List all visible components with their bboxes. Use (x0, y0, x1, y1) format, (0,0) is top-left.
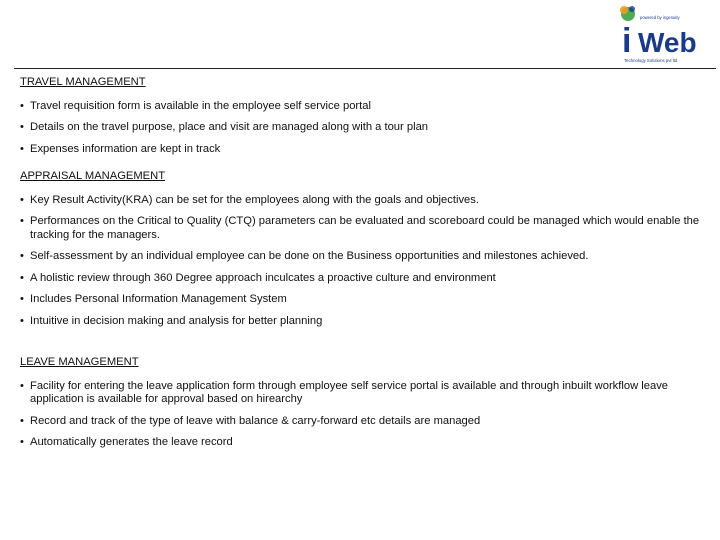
bullet: • (20, 121, 24, 133)
bullet: • (20, 271, 24, 284)
list-item: • Record and track of the type of leave with balance & carry-forward etc details are managed (20, 414, 481, 427)
bullet: • (20, 293, 24, 305)
bullet: • (20, 142, 24, 155)
list-item: • Key Result Activity(KRA) can be set for the employees along with the goals and objectives. (20, 193, 479, 206)
logo-brand-i: i (622, 22, 632, 60)
bullet: • (20, 215, 24, 227)
list-item: • A holistic review through 360 Degree approach inculcates a proactive culture and environment (20, 271, 496, 284)
section-travel-management (20, 76, 706, 156)
list-item: • Includes Personal Information Management System (20, 293, 287, 305)
list-item: • Performances on the Critical to Quality (CTQ) parameters can be evaluated and scoreboard could be managed which would enable the tracking for the managers. (20, 215, 700, 241)
document-body (20, 76, 706, 464)
header-divider (14, 68, 716, 69)
list-item: • Expenses information are kept in track (20, 142, 221, 155)
bullet: • (20, 379, 24, 392)
section-leave-management (20, 356, 706, 450)
bullet: • (20, 436, 24, 448)
bullet: • (20, 193, 24, 206)
bullet: • (20, 250, 24, 262)
list-item: • Self-assessment by an individual employee can be done on the Business opportunities and milestones achieved. (20, 250, 589, 262)
section-appraisal-management (20, 170, 706, 328)
bullet: • (20, 99, 24, 112)
list-item: • Travel requisition form is available in the employee self service portal (20, 99, 371, 112)
section-heading: APPRAISAL MANAGEMENT (20, 170, 166, 182)
globe-icon (620, 6, 635, 21)
logo-tagline-bottom: Technology Solutions pvt ltd (624, 58, 678, 63)
list-item: • Automatically generates the leave record (20, 436, 233, 448)
list-item: • Facility for entering the leave application form through employee self service portal is available and through inbuilt workflow leave application is available for approval based on hirearchy (20, 379, 669, 405)
iweb-logo (618, 4, 718, 66)
logo-tagline-top: powered by ingenuity (640, 15, 680, 20)
logo-brand-web: Web (638, 27, 697, 58)
bullet: • (20, 314, 24, 327)
section-heading: LEAVE MANAGEMENT (20, 356, 139, 368)
section-heading: TRAVEL MANAGEMENT (20, 76, 146, 88)
bullet: • (20, 414, 24, 427)
list-item: • Intuitive in decision making and analysis for better planning (20, 314, 323, 327)
list-item: • Details on the travel purpose, place and visit are managed along with a tour plan (20, 121, 429, 133)
